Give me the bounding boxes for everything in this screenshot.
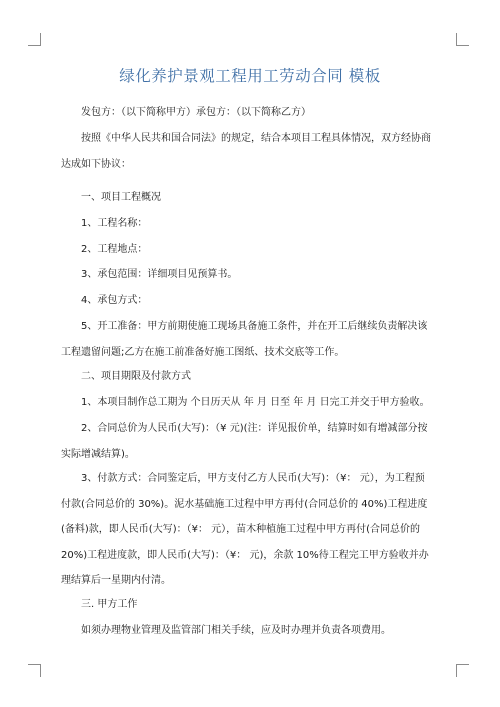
paragraph-duration: [61, 390, 441, 416]
paragraph-parties: [61, 100, 441, 126]
corner-mark-top-right: [456, 33, 469, 46]
text-line: 1、工程名称：: [81, 218, 148, 229]
text-line: 2、工程地点：: [81, 244, 148, 255]
paragraph-preparation: [61, 314, 441, 365]
corner-mark-top-left: [28, 33, 41, 46]
text-line: 5、开工准备：甲方前期使施工现场具备施工条件，并在开工后继续负责解决该: [81, 321, 428, 332]
text-line: 3、付款方式：合同鉴定后，甲方支付乙方人民币(大写)：（¥： 元），为工程预: [81, 473, 425, 484]
text-line: 二、项目期限及付款方式: [81, 371, 191, 382]
text-line: 一、项目工程概况: [81, 192, 161, 203]
text-line: 三. 甲方工作: [81, 599, 138, 610]
text-line: 4、承包方式：: [81, 295, 148, 306]
heading-party-a-duties: [61, 592, 441, 618]
paragraph-project-location: [61, 237, 441, 263]
paragraph-payment-method: [61, 466, 441, 594]
corner-mark-bottom-right: [456, 664, 469, 677]
text-line: 达成如下协议：: [61, 158, 131, 170]
text-line: 付款(合同总价的 30%)。泥水基础施工过程中甲方再付(合同总价的 40%)工程进度: [61, 498, 428, 510]
text-line: 工程遗留问题;乙方在施工前准备好施工图纸、技术交底等工作。: [61, 346, 345, 358]
heading-project-overview: [61, 185, 441, 211]
text-line: 2、合同总价为人民币(大写)：（¥ 元)(注：详见报价单，结算时如有增减部分按: [81, 423, 428, 434]
text-line: 1、本项目制作总工期为 个日历天从 年 月 日至 年 月 日完工并交于甲方验收。: [81, 397, 430, 408]
text-line: 20%)工程进度款，即人民币(大写)：（¥： 元)，余款 10%待工程完工甲方验收并办: [61, 549, 429, 561]
corner-mark-bottom-left: [28, 664, 41, 677]
text-line: 发包方：（以下简称甲方）承包方：（以下简称乙方）: [81, 107, 311, 118]
paragraph-legal-basis: [61, 126, 441, 177]
paragraph-scope: [61, 262, 441, 288]
paragraph-party-a-procedures: [61, 618, 441, 644]
text-line: (备料)款，即人民币(大写)：（¥： 元），苗木种植施工过程中甲方再付(合同总价的: [61, 524, 421, 535]
text-line: 如须办理物业管理及监管部门相关手续，应及时办理并负责各项费用。: [81, 625, 391, 636]
text-line: 3、承包范围：详细项目见预算书。: [81, 269, 238, 280]
document-title: 绿化养护景观工程用工劳动合同 模板: [119, 67, 381, 85]
paragraph-project-name: [61, 211, 441, 237]
text-line: 按照《中华人民共和国合同法》的规定，结合本项目工程具体情况，双方经协商: [81, 133, 431, 144]
paragraph-contract-mode: [61, 288, 441, 314]
paragraph-total-price: [61, 416, 441, 467]
text-line: 实际增减结算)。: [61, 448, 135, 460]
heading-term-and-payment: [61, 364, 441, 390]
text-line: 理结算后一星期内付清。: [61, 575, 171, 586]
